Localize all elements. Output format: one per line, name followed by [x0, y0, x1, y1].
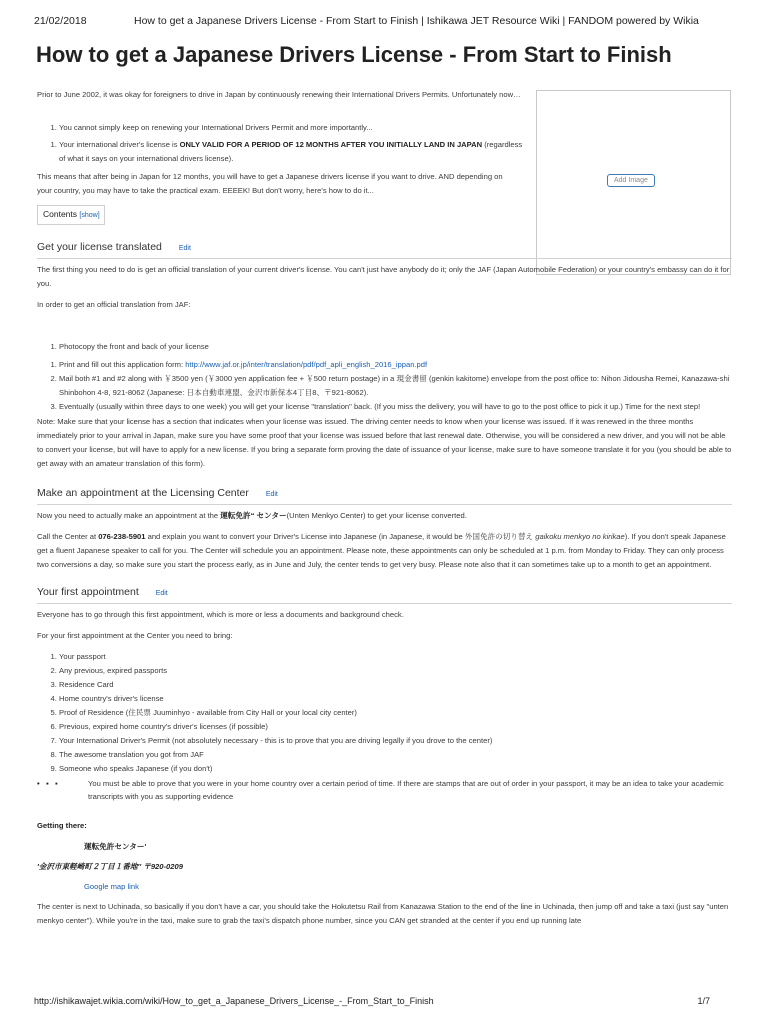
intro-paragraph: Prior to June 2002, it was okay for foreigners to drive in Japan by continuously renewing their International Drivers Permits. Unfortunately now… [37, 90, 521, 99]
list-item: 1. Your international driver's license is ONLY VALID FOR A PERIOD OF 12 MONTHS AFTER YOU INITIALLY LAND IN JAPAN (regardless of what it says on your international drivers license). [59, 138, 529, 166]
add-image-button[interactable]: Add Image [607, 174, 655, 187]
list-item: 7. Your International Driver's Permit (not absolutely necessary - this is to prove that you are driving legally if you drove to the center) [59, 734, 732, 748]
intro-list-2 [37, 138, 529, 166]
center-name: 運転免許センター' [84, 842, 147, 851]
directions-paragraph: The center is next to Uchinada, so basically if you don't have a car, you should take the Hokutetsu Rail from Kanazawa Station to the end of the line in Uchinada, then jump off and take a taxi (just say "unten menkyo center"). While you're in the taxi, make sure to grab the taxi's dispatch phone number, since you CAN get stranded at the center if you end up running late [37, 902, 729, 925]
bullet-marks: • ▪ ▪ [37, 779, 58, 788]
paragraph: For your first appointment at the Center you need to bring: [37, 631, 233, 640]
bring-list [37, 650, 732, 776]
list-item: 5. Proof of Residence (住民票 Juuminhyo - available from City Hall or your local city center) [59, 706, 732, 720]
table-of-contents[interactable] [37, 205, 105, 225]
section-heading-appointment: Make an appointment at the Licensing Center Edit [37, 486, 732, 505]
jaf-form-link[interactable]: http://www.jaf.or.jp/inter/translation/pdf/pdf_apli_english_2016_ippan.pdf [185, 360, 428, 369]
page-url: http://ishikawajet.wikia.com/wiki/How_to_get_a_Japanese_Drivers_License_-_From_Start_to_Finish [34, 996, 434, 1006]
section-heading-translated: Get your license translated Edit [37, 240, 732, 259]
list-item: 8. The awesome translation you got from JAF [59, 748, 732, 762]
toc-show-link[interactable]: [show] [79, 212, 100, 219]
list-item: 1. Print and fill out this application form: http://www.jaf.or.jp/inter/translation/pdf/pdf_apli_english_2016_ippan.pdf [59, 358, 732, 372]
list-item: 1. You cannot simply keep on renewing your International Drivers Permit and more importantly... [59, 121, 529, 135]
toc-label: Contents [43, 209, 78, 219]
print-date: 21/02/2018 [34, 15, 87, 27]
page-number: 1/7 [697, 996, 710, 1006]
article-content [37, 88, 732, 928]
intro-after: This means that after being in Japan for 12 months, you will have to get a Japanese drivers license if you want to drive. AND depending on your country, you may have to take the practical exam. EEEEK! But don't worry, here's how to do it... [37, 172, 503, 195]
paragraph: Now you need to actually make an appointment at the 運転免許“ センター(Unten Menkyo Center) to get your license converted. [37, 511, 467, 520]
steps-list-2 [37, 358, 732, 414]
google-map-link[interactable]: Google map link [84, 882, 139, 891]
center-address: '金沢市東軽崎町２丁目１番地'' 〒920-0209 [37, 862, 183, 871]
edit-link[interactable]: Edit [178, 245, 191, 252]
steps-list-1 [37, 340, 732, 354]
list-item: 1. Your passport [59, 650, 732, 664]
print-title: How to get a Japanese Drivers License - From Start to Finish | Ishikawa JET Resource Wiki | FANDOM powered by Wikia [134, 15, 699, 27]
page-title: How to get a Japanese Drivers License - From Start to Finish [36, 42, 672, 67]
edit-link[interactable]: Edit [265, 491, 278, 498]
bullet-text: You must be able to prove that you were in your home country over a certain period of time. If there are stamps that are out of order in your passport, it may be an idea to take your academic transcripts with you as supporting evidence [87, 779, 724, 801]
section-heading-first: Your first appointment Edit [37, 585, 732, 604]
list-item: 2. Mail both #1 and #2 along with ￥3500 yen (￥3000 yen application fee + ￥500 return postage) in a 現金書留 (genkin kakitome) envelope from the post office to: Nihon Jidousha Remei, Kanazawa-shi Shinbohon 4-8, 921-8062 (Japanese: 日本自動車連盟、金沢市新保本4丁目8、〒921-8062). [59, 372, 732, 400]
paragraph: Everyone has to go through this first appointment, which is more or less a documents and background check. [37, 610, 404, 619]
list-item: 3. Eventually (usually within three days to one week) you will get your license "translation" back. (If you miss the delivery, you will have to go to the post office to pick it up.) Time for the next step! [59, 400, 732, 414]
list-item: 9. Someone who speaks Japanese (if you don't) [59, 762, 732, 776]
intro-list [37, 121, 529, 135]
edit-link[interactable]: Edit [155, 590, 168, 597]
map-link-row [37, 880, 732, 894]
note-paragraph: Note: Make sure that your license has a section that indicates when your license was issued. The driving center needs to know when your license was issued. If it was renewed in the three months immediately prior to your arrival in Japan, make sure you have some proof that your license was issued before that last renewal date. Otherwise, you will be considered a new driver, and you will not be able to convert your license, but will have to apply for a new license. If you bring a separate form proving the date of issuance of your license, make sure to have someone translate it for you (you should be able to get away with an amateur translation of this form). [37, 417, 732, 468]
list-item: 6. Previous, expired home country's driver's licenses (if possible) [59, 720, 732, 734]
paragraph: The first thing you need to do is get an official translation of your current driver's license. You can't just have anybody do it; only the JAF (Japan Automobile Federation) or your country's embassy can do it for you. [37, 265, 730, 288]
list-item: 2. Any previous, expired passports [59, 664, 732, 678]
getting-there-label: Getting there: [37, 821, 87, 830]
list-item: 1. Photocopy the front and back of your license [59, 340, 732, 354]
list-item: 4. Home country's driver's license [59, 692, 732, 706]
list-item: 3. Residence Card [59, 678, 732, 692]
nested-bullet [37, 777, 732, 803]
paragraph: In order to get an official translation from JAF: [37, 300, 191, 309]
paragraph: Call the Center at 076-238-5901 and explain you want to convert your Driver's License into Japanese (in Japanese, it would be 外国免許の切り替え gaikoku menkyo no kirikae). If you don't speak Japanese get a fluent Japanese speaker to call for you. The Center will schedule you an appointment. Please note, these appointments can only be scheduled at 1 p.m. from Monday to Friday. They can only process two conversions a day, so make sure you start the process early, as in June and July, the center tends to get very busy. Please note also that it can sometimes take up to a month to get an appointment. [37, 532, 726, 569]
